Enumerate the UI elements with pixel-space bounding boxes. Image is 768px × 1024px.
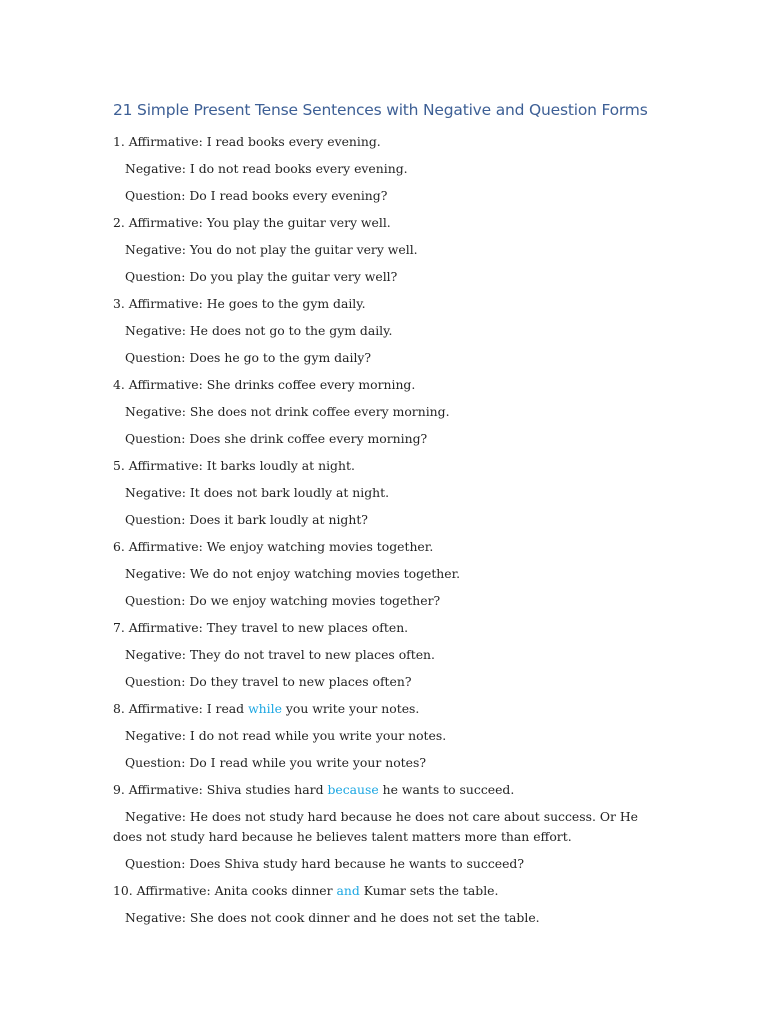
negative-line: Negative: He does not study hard because he does not care about success. Or He does not study hard because he believes talent matters more than effort. — [113, 809, 639, 844]
highlighted-link[interactable]: because — [327, 782, 379, 797]
affirmative-line — [113, 537, 658, 557]
affirmative-line — [113, 456, 658, 476]
sentence-list — [113, 132, 658, 935]
affirmative-text: 6. Affirmative: We enjoy watching movies together. — [113, 539, 434, 554]
affirmative-line — [113, 881, 658, 901]
highlighted-link[interactable]: while — [248, 701, 282, 716]
question-line: Question: Does he go to the gym daily? — [125, 350, 372, 365]
affirmative-line — [113, 294, 658, 314]
negative-line: Negative: I do not read books every evening. — [125, 161, 408, 176]
affirmative-text: 10. Affirmative: Anita cooks dinner — [113, 882, 337, 898]
question-line: Question: Do they travel to new places often? — [125, 674, 412, 689]
affirmative-line — [113, 213, 658, 233]
affirmative-line — [113, 618, 658, 638]
negative-line: Negative: He does not go to the gym daily. — [125, 323, 393, 338]
affirmative-text: 5. Affirmative: It barks loudly at night. — [113, 458, 355, 473]
question-line: Question: Does she drink coffee every morning? — [125, 431, 428, 446]
question-line: Question: Do we enjoy watching movies together? — [125, 593, 441, 608]
affirmative-line — [113, 132, 658, 152]
question-line: Question: Do I read while you write your notes? — [125, 755, 426, 770]
affirmative-text: Kumar sets the table. — [359, 882, 499, 898]
negative-line: Negative: I do not read while you write your notes. — [125, 728, 447, 743]
negative-line: Negative: It does not bark loudly at night. — [125, 485, 390, 500]
affirmative-text: 9. Affirmative: Shiva studies hard — [113, 782, 328, 797]
affirmative-text: you write your notes. — [281, 701, 420, 716]
affirmative-text: 4. Affirmative: She drinks coffee every morning. — [113, 377, 416, 392]
negative-line: Negative: She does not drink coffee every morning. — [125, 404, 450, 419]
affirmative-line — [113, 780, 658, 800]
question-line: Question: Does Shiva study hard because he wants to succeed? — [125, 855, 524, 871]
affirmative-text: 7. Affirmative: They travel to new places often. — [113, 620, 409, 635]
highlighted-link[interactable]: and — [336, 882, 360, 898]
affirmative-text: 2. Affirmative: You play the guitar very well. — [113, 215, 391, 230]
page-title: 21 Simple Present Tense Sentences with Negative and Question Forms — [113, 101, 648, 119]
negative-line: Negative: You do not play the guitar very well. — [125, 242, 418, 257]
question-line: Question: Do I read books every evening? — [125, 188, 388, 203]
affirmative-line — [113, 699, 658, 719]
negative-line: Negative: They do not travel to new places often. — [125, 647, 435, 662]
affirmative-text: 3. Affirmative: He goes to the gym daily. — [113, 296, 366, 311]
negative-line: Negative: She does not cook dinner and he does not set the table. — [125, 909, 540, 925]
question-line: Question: Do you play the guitar very well? — [125, 269, 398, 284]
affirmative-line — [113, 375, 658, 395]
question-line: Question: Does it bark loudly at night? — [125, 512, 368, 527]
affirmative-text: 8. Affirmative: I read — [113, 701, 249, 716]
affirmative-text: he wants to succeed. — [378, 782, 515, 797]
negative-line: Negative: We do not enjoy watching movies together. — [125, 566, 461, 581]
affirmative-text: 1. Affirmative: I read books every evening. — [113, 134, 381, 149]
